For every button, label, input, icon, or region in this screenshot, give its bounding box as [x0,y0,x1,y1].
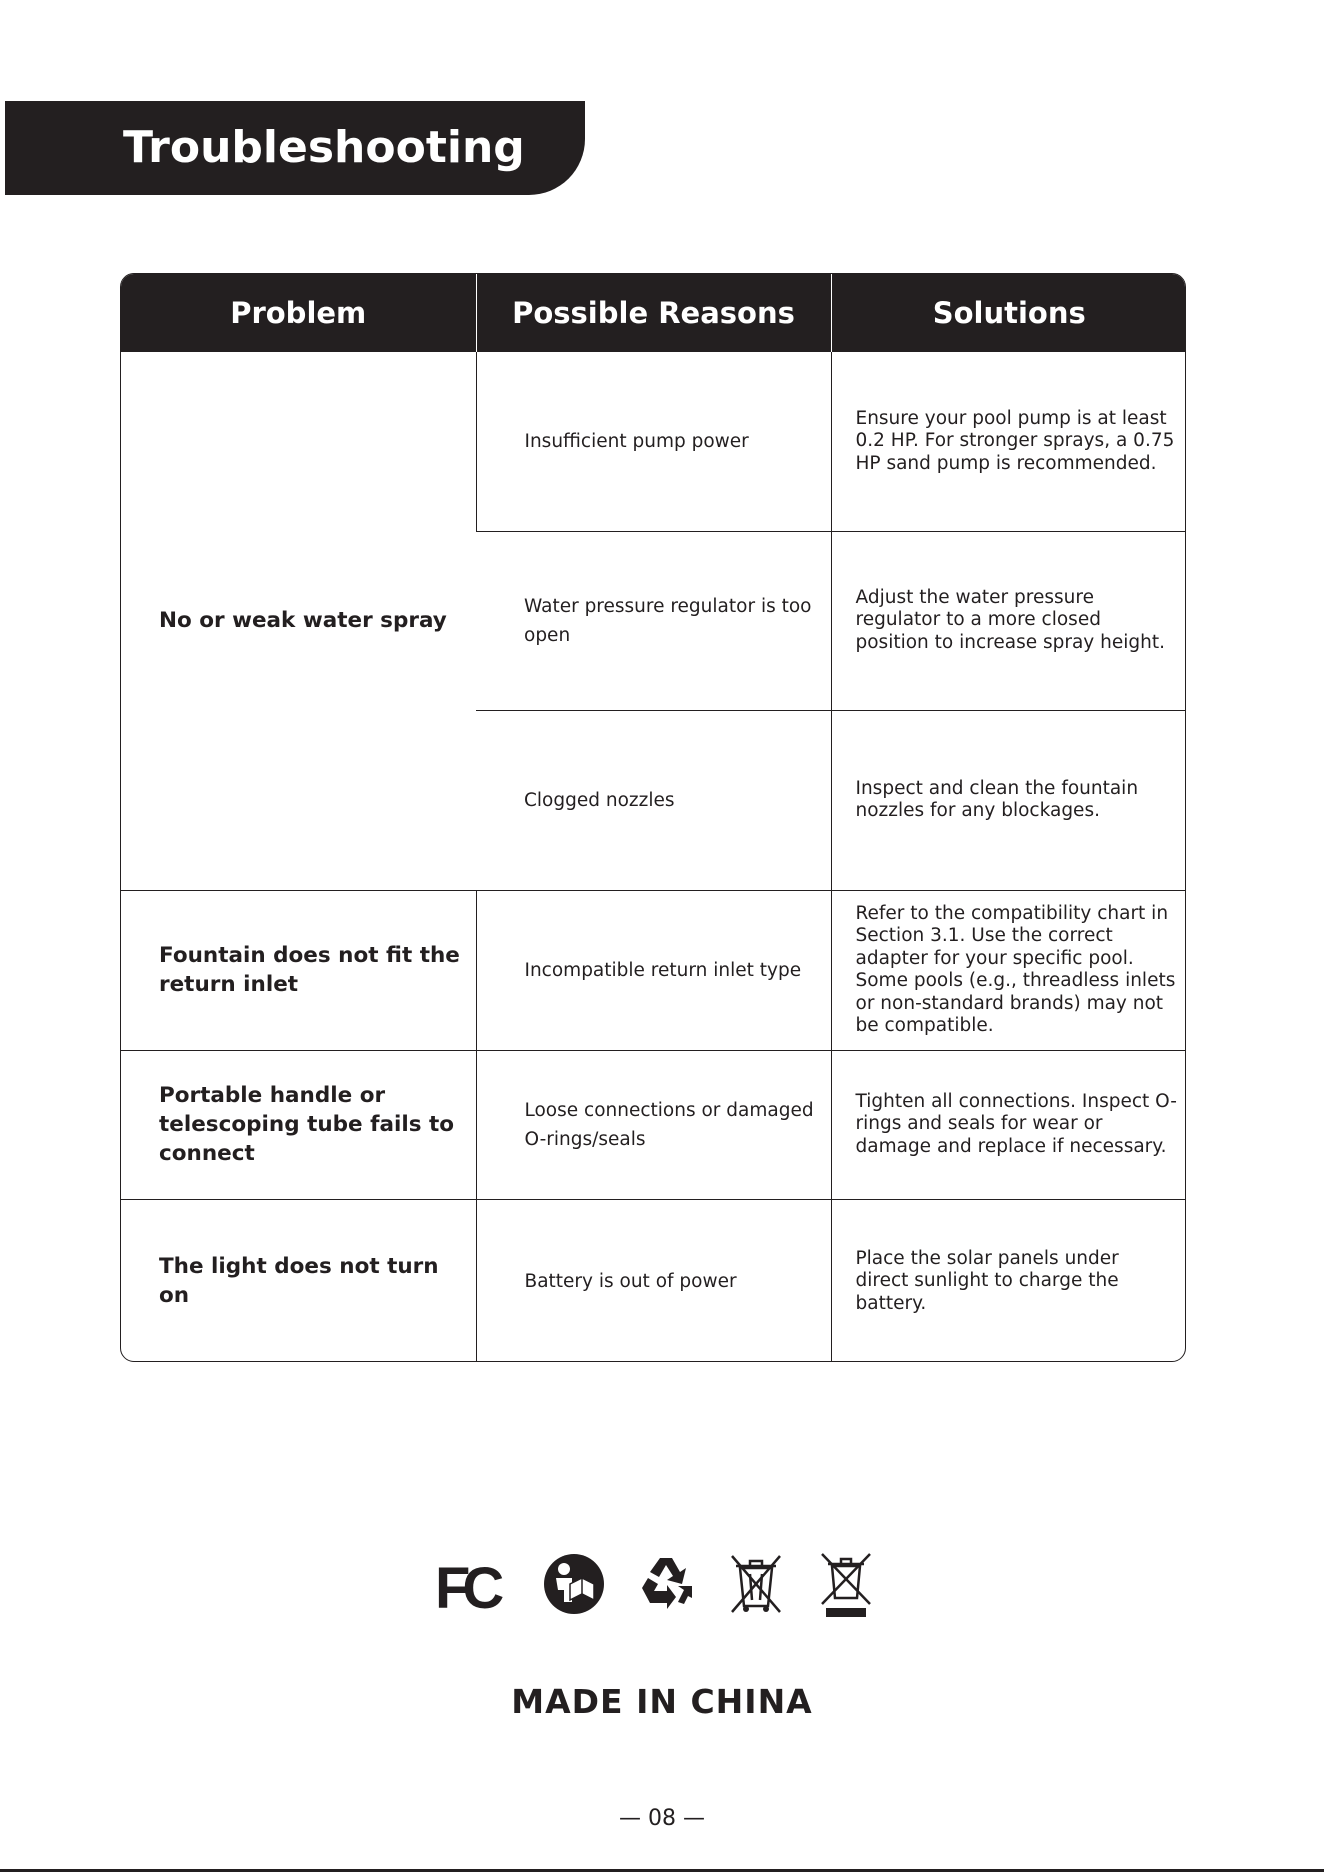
table-row [121,352,1186,531]
certification-icons [434,1552,874,1618]
header-problem: Problem [121,274,476,352]
reason-cell: Clogged nozzles [476,710,831,890]
fcc-logo-icon [434,1552,512,1618]
reason-cell: Water pressure regulator is too open [476,531,831,710]
problem-cell: Fountain does not fit the return inlet [121,890,476,1050]
problem-cell: No or weak water spray [159,608,447,634]
read-manual-icon [542,1552,606,1616]
solution-cell: Refer to the compatibility chart in Section 3.1. Use the correct adapter for your specific pool. Some pools (e.g., threadless inlets or non-standard brands) may not be compatible. [831,890,1186,1050]
weee-bin-bar-icon [818,1552,874,1618]
table-row [121,1050,1186,1199]
svg-text:FC: FC [435,1556,497,1618]
problem-cell: The light does not turn on [121,1199,476,1362]
table-row [121,890,1186,1050]
troubleshooting-table [120,273,1186,1362]
problem-cell: Portable handle or telescoping tube fails to connect [121,1050,476,1199]
solution-cell: Ensure your pool pump is at least 0.2 HP. For stronger sprays, a 0.75 HP sand pump is recommended. [831,352,1186,531]
reason-cell: Battery is out of power [476,1199,831,1362]
title-banner [5,101,585,195]
solution-cell: Place the solar panels under direct sunlight to charge the battery. [831,1199,1186,1362]
solution-cell: Adjust the water pressure regulator to a more closed position to increase spray height. [831,531,1186,710]
reason-cell: Loose connections or damaged O-rings/seals [476,1050,831,1199]
solution-cell: Inspect and clean the fountain nozzles for any blockages. [831,710,1186,890]
header-solutions: Solutions [831,274,1186,352]
made-in-label: MADE IN CHINA [511,1682,813,1721]
page-number: — 08 — [619,1806,705,1831]
recycle-icon [634,1552,698,1616]
weee-bin-icon [728,1552,784,1616]
reason-cell: Incompatible return inlet type [476,890,831,1050]
header-possible-reasons: Possible Reasons [476,274,831,352]
table-header-row [121,274,1186,352]
reason-cell: Insufficient pump power [476,352,831,531]
page-title: Troubleshooting [123,122,525,173]
solution-cell: Tighten all connections. Inspect O-rings and seals for wear or damage and replace if necessary. [831,1050,1186,1199]
table-row [121,1199,1186,1362]
